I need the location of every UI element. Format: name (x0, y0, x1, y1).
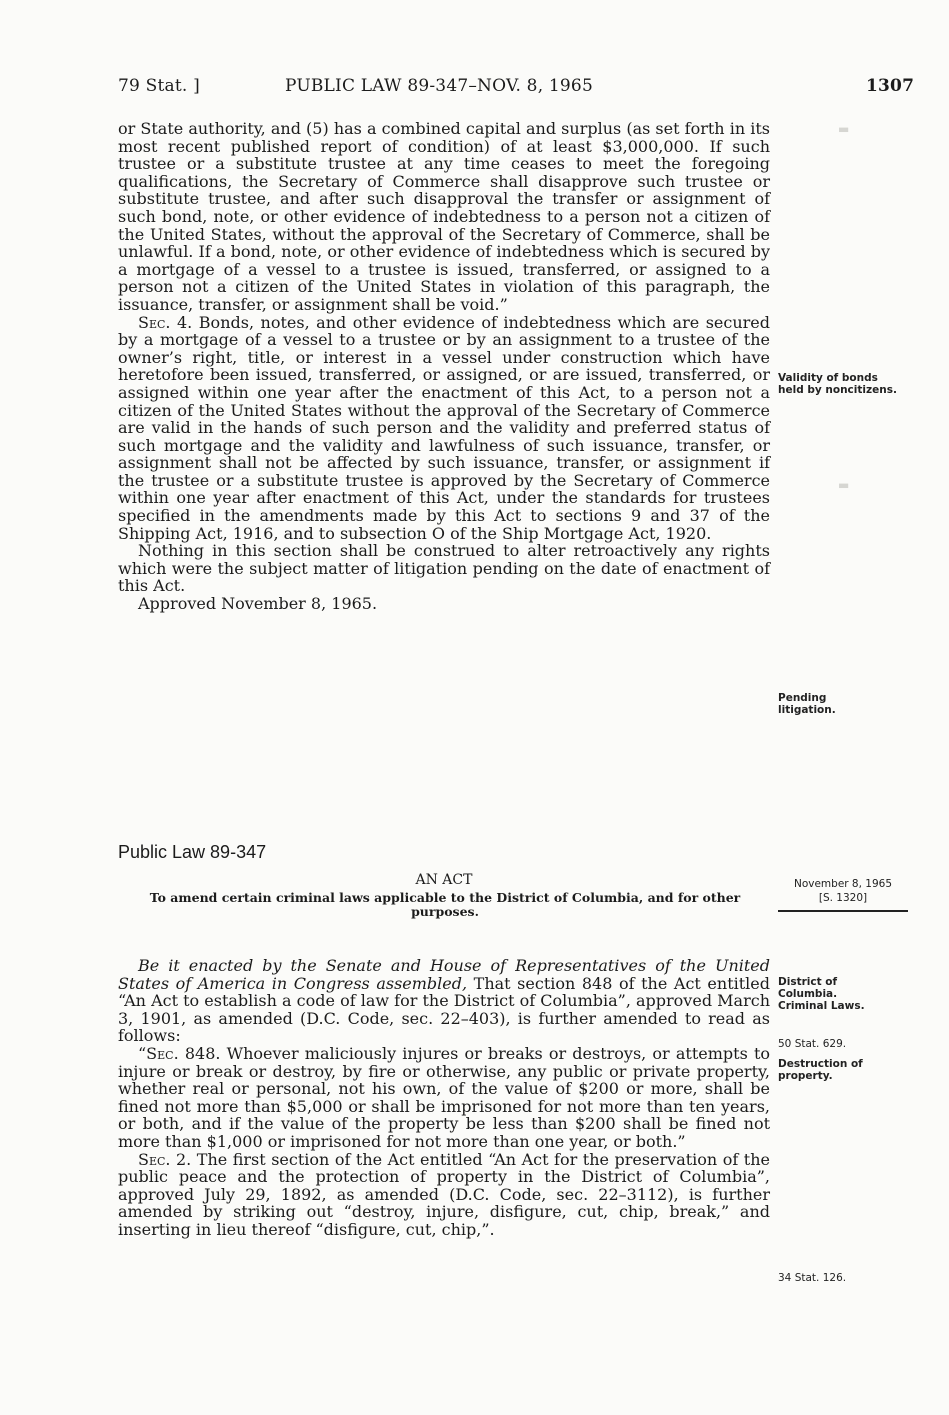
show-through-mark: ▬ (838, 122, 850, 136)
margin-note-destruction: Destruction of property. (778, 1058, 863, 1082)
section-4-label: Sec. 4. (138, 312, 193, 332)
running-head-stat: 79 Stat. ] (118, 76, 200, 96)
approved-line: Approved November 8, 1965. (138, 594, 378, 614)
an-act-heading: AN ACT (415, 872, 473, 888)
enacting-clause-text: That section 848 of the Act entitled “An Act to establish a code of law for the District of Columbia”, approved March 3, 1901, as amended (D.C. Code, sec. 22–403), is further amended to read as follows: (118, 973, 771, 1046)
running-head-title: PUBLIC LAW 89-347–NOV. 8, 1965 (285, 76, 593, 96)
show-through-mark: ▬ (838, 478, 850, 492)
nothing-in-section-paragraph: Nothing in this section shall be construed to alter retroactively any rights which were the subject matter of litigation pending on the date of enactment of this Act. (118, 541, 770, 596)
margin-note-50-stat: 50 Stat. 629. (778, 1038, 847, 1050)
margin-note-validity: Validity of bonds held by noncitizens. (778, 372, 897, 396)
section-3-continuation: or State authority, and (5) has a combined capital and surplus (as set forth in its most recent published report of condition) of at least $3,000,000. If such trustee or a substitute trustee at any time ceases to meet the foregoing qualifications, the Secretary of Commerce shall disapprove such trustee or substitute trustee, and after such disapproval the transfer or assignment of such bond, note, or other evidence of indebtedness to a person not a citizen of the United States, without the approval of the Secretary of Commerce, shall be unlawful. If a bond, note, or other evidence of indebtedness which is secured by a mortgage of a vessel to a trustee is issued, transferred, or assigned to a person not a citizen of the United States in violation of this paragraph, the issuance, transfer, or assignment shall be void.” (118, 119, 770, 314)
section-4-paragraph (118, 314, 770, 543)
section-2-text: The first section of the Act entitled “An Act for the preservation of the public peace and the protection of property in the District of Columbia”, approved July 29, 1892, as amended (D.C. Code, sec. 22–3112), is further amended by striking out “destroy, injure, disfigure, cut, chip, break,” and inserting in lieu thereof “disfigure, cut, chip,”. (118, 1149, 770, 1239)
upper-body-text (118, 120, 770, 613)
margin-note-pending-litigation: Pending litigation. (778, 692, 836, 716)
page-number: 1307 (866, 76, 915, 96)
section-2-paragraph (118, 1151, 770, 1239)
enacting-clause-italic: Be it enacted by the Senate and House of Representatives of the United States of America in Congress assembled, (118, 956, 770, 993)
margin-note-bill-number: [S. 1320] (818, 892, 868, 904)
enacting-clause (118, 957, 770, 1045)
public-law-heading: Public Law 89-347 (118, 842, 267, 862)
section-848-text: Whoever maliciously injures or breaks or destroys, or attempts to injure or break or destroy, by fire or otherwise, any public or private property, whether real or personal, not his own, of the value of $200 or more, shall be fined not more than $5,000 or shall be imprisoned for not more than ten years, or both, and if the value of the property be less than $200 shall be fined not more than $1,000 or imprisoned for not more than one year, or both.” (118, 1043, 771, 1151)
margin-note-date: November 8, 1965 (793, 878, 893, 890)
section-2-label: Sec. 2. (138, 1149, 192, 1169)
section-4-text: Bonds, notes, and other evidence of indebtedness which are secured by a mortgage of a vessel to a trustee or by an assignment to a trustee of the owner’s right, title, or interest in a vessel under construction which have heretofore been issued, transferred, or assigned, or are issued, transferred, or assigned within one year after the enactment of this Act, to a person not a citizen of the United States without the approval of the Secretary of Commerce are valid in the hands of such person and the validity and preferred status of such mortgage and the validity and lawfulness of such issuance, transfer, or assignment shall not be affected by such issuance, transfer, or assignment if the trustee or a substitute trustee is approved by the Secretary of Commerce within one year after enactment of this Act, under the standards for trustees specified in the amendments made by this Act to sections 9 and 37 of the Shipping Act, 1916, and to subsection O of the Ship Mortgage Act, 1920. (118, 312, 770, 543)
margin-note-district: District of Columbia. Criminal Laws. (778, 976, 865, 1012)
section-848-label: “Sec. 848. (138, 1043, 221, 1063)
margin-rule (778, 910, 908, 912)
section-848-paragraph (118, 1045, 770, 1151)
lower-body-text (118, 957, 770, 1239)
act-title: To amend certain criminal laws applicable to the District of Columbia, and for other purposes. (149, 890, 741, 919)
margin-note-34-stat: 34 Stat. 126. (778, 1272, 847, 1284)
